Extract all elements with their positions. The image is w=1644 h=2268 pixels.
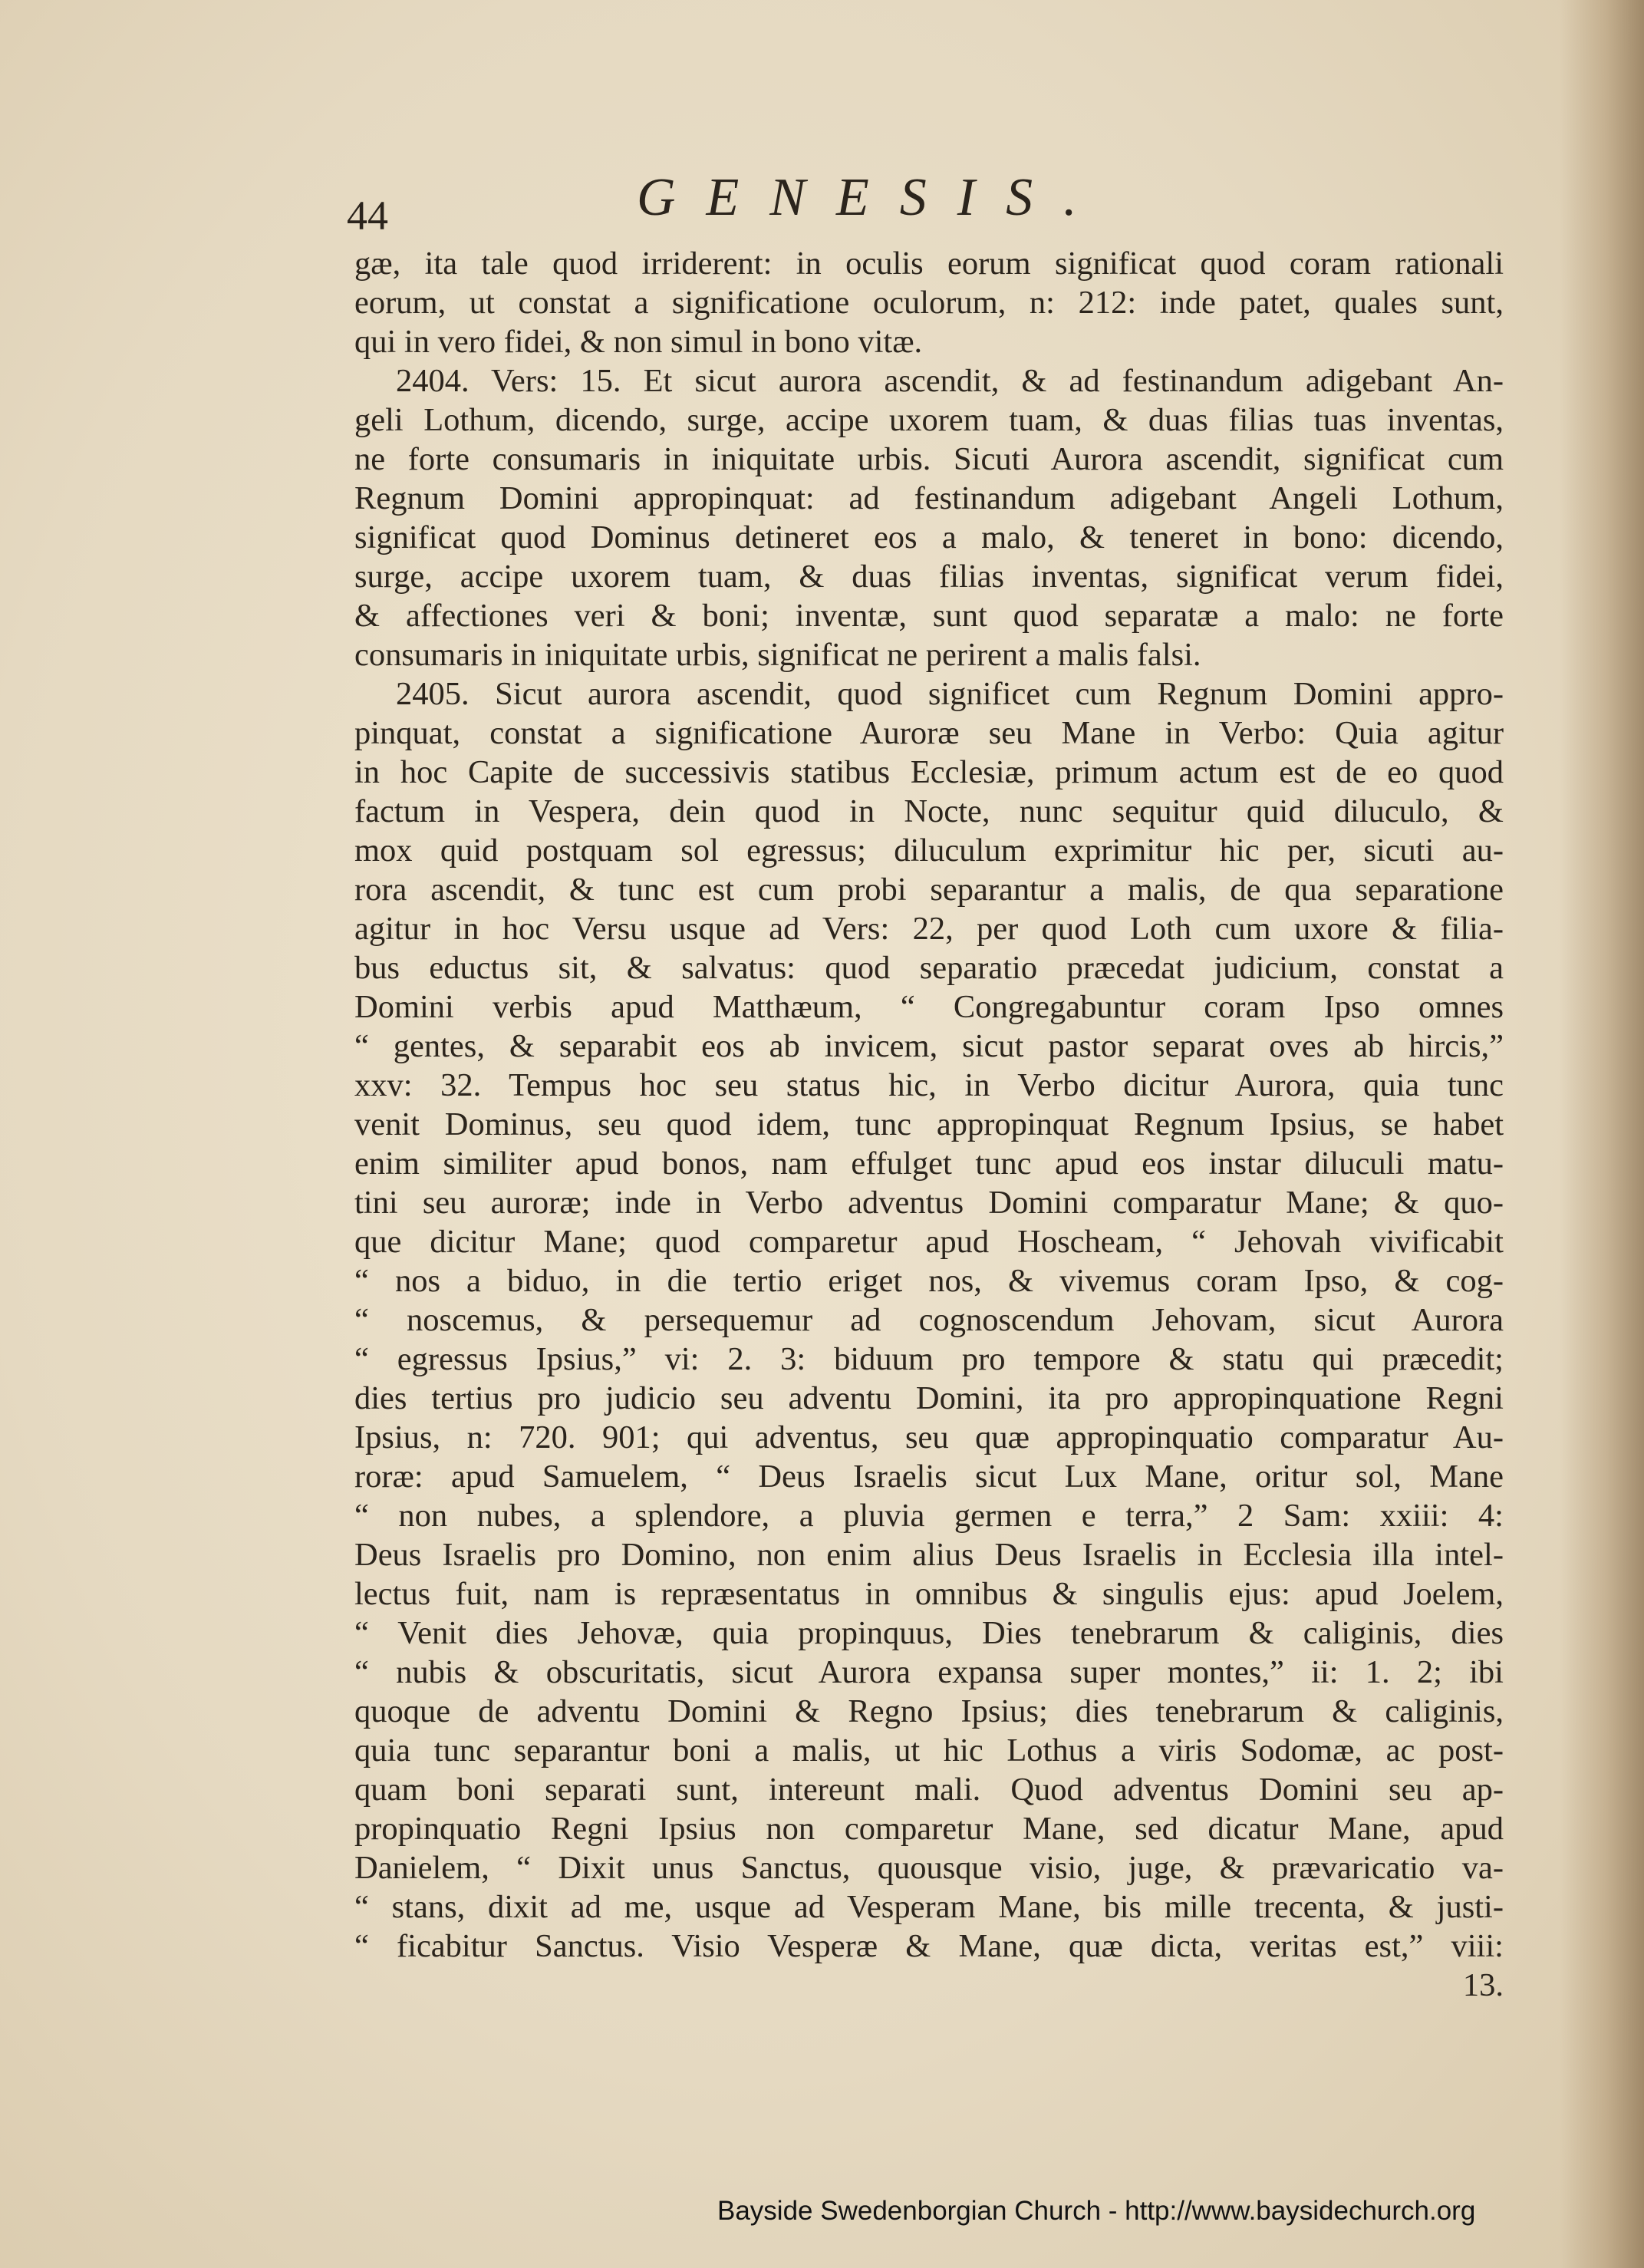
text-line: mox quid postquam sol egressus; diluculum exprimitur hic per, sicuti au- [354, 832, 1504, 869]
body-text [354, 244, 1504, 2005]
text-line: Regnum Domini appropinquat: ad festinandum adigebant Angeli Lothum, [354, 480, 1504, 516]
text-line: factum in Vespera, dein quod in Nocte, nunc sequitur quid diluculo, & [354, 793, 1504, 829]
text-line: Deus Israelis pro Domino, non enim alius Deus Israelis in Ecclesia illa intel- [354, 1537, 1504, 1573]
text-line: gæ, ita tale quod irriderent: in oculis eorum significat quod coram rationali [354, 246, 1504, 282]
text-line: “ noscemus, & persequemur ad cognoscendum Jehovam, sicut Aurora [354, 1302, 1504, 1338]
source-watermark: Bayside Swedenborgian Church - http://www.baysidechurch.org [717, 2196, 1476, 2226]
text-line: roræ: apud Samuelem, “ Deus Israelis sicut Lux Mane, oritur sol, Mane [354, 1459, 1504, 1495]
text-line: dies tertius pro judicio seu adventu Domini, ita pro appropinquatione Regni [354, 1380, 1504, 1416]
text-line: “ gentes, & separabit eos ab invicem, sicut pastor separat oves ab hircis,” [354, 1028, 1504, 1064]
text-line: “ stans, dixit ad me, usque ad Vesperam Mane, bis mille trecenta, & justi- [354, 1889, 1504, 1925]
text-line: & affectiones veri & boni; inventæ, sunt quod separatæ a malo: ne forte [354, 598, 1504, 634]
text-line: Ipsius, n: 720. 901; qui adventus, seu quæ appropinquatio comparatur Au- [354, 1419, 1504, 1455]
text-line: tini seu auroræ; inde in Verbo adventus Domini comparatur Mane; & quo- [354, 1185, 1504, 1221]
text-line: Danielem, “ Dixit unus Sanctus, quousque visio, juge, & prævaricatio va- [354, 1850, 1504, 1886]
text-line: “ Venit dies Jehovæ, quia propinquus, Dies tenebrarum & caliginis, dies [354, 1615, 1504, 1651]
page-number: 44 [347, 193, 388, 239]
text-line: agitur in hoc Versu usque ad Vers: 22, per quod Loth cum uxore & filia- [354, 911, 1504, 947]
text-line: ne forte consumaris in iniquitate urbis. Sicuti Aurora ascendit, significat cum [354, 441, 1504, 477]
binding-gutter-shadow [1560, 0, 1644, 2268]
text-line: “ nubis & obscuritatis, sicut Aurora expansa super montes,” ii: 1. 2; ibi [354, 1654, 1504, 1690]
text-line: in hoc Capite de successivis statibus Ecclesiæ, primum actum est de eo quod [354, 754, 1504, 790]
text-line: significat quod Dominus detineret eos a malo, & teneret in bono: dicendo, [354, 519, 1504, 555]
text-line: geli Lothum, dicendo, surge, accipe uxorem tuam, & duas filias tuas inventas, [354, 402, 1504, 438]
text-line: “ egressus Ipsius,” vi: 2. 3: biduum pro tempore & statu qui præcedit; [354, 1341, 1504, 1377]
text-line: consumaris in iniquitate urbis, significat ne perirent a malis falsi. [354, 637, 1201, 673]
text-line: eorum, ut constat a significatione oculorum, n: 212: inde patet, quales sunt, [354, 285, 1504, 321]
running-head: GENESIS. [637, 168, 1108, 227]
text-line: quam boni separati sunt, intereunt mali. Quod adventus Domini seu ap- [354, 1772, 1504, 1808]
text-line: venit Dominus, seu quod idem, tunc appropinquat Regnum Ipsius, se habet [354, 1106, 1504, 1142]
text-line: qui in vero fidei, & non simul in bono vitæ. [354, 324, 923, 360]
text-line: “ ficabitur Sanctus. Visio Vesperæ & Mane, quæ dicta, veritas est,” viii: [354, 1928, 1504, 1964]
text-line: pinquat, constat a significatione Auroræ seu Mane in Verbo: Quia agitur [354, 715, 1504, 751]
text-line: que dicitur Mane; quod comparetur apud Hoscheam, “ Jehovah vivificabit [354, 1224, 1504, 1260]
paragraph-start-2405: 2405. Sicut aurora ascendit, quod significet cum Regnum Domini appro- [396, 676, 1504, 712]
paragraph-start-2404: 2404. Vers: 15. Et sicut aurora ascendit, & ad festinandum adigebant An- [396, 363, 1504, 399]
text-line: Domini verbis apud Matthæum, “ Congregabuntur coram Ipso omnes [354, 989, 1504, 1025]
text-line: bus eductus sit, & salvatus: quod separatio præcedat judicium, constat a [354, 950, 1504, 986]
text-line: quoque de adventu Domini & Regno Ipsius; dies tenebrarum & caliginis, [354, 1693, 1504, 1729]
text-line: “ non nubes, a splendore, a pluvia germen e terra,” 2 Sam: xxiii: 4: [354, 1498, 1504, 1534]
text-line: “ nos a biduo, in die tertio eriget nos, & vivemus coram Ipso, & cog- [354, 1263, 1504, 1299]
text-line: lectus fuit, nam is repræsentatus in omnibus & singulis ejus: apud Joelem, [354, 1576, 1504, 1612]
text-line: propinquatio Regni Ipsius non comparetur Mane, sed dicatur Mane, apud [354, 1811, 1504, 1847]
text-line: rora ascendit, & tunc est cum probi separantur a malis, de qua separatione [354, 872, 1504, 908]
catchword: 13. [1462, 1967, 1504, 2003]
text-line: quia tunc separantur boni a malis, ut hic Lothus a viris Sodomæ, ac post- [354, 1732, 1504, 1769]
text-line: xxv: 32. Tempus hoc seu status hic, in Verbo dicitur Aurora, quia tunc [354, 1067, 1504, 1103]
text-line: surge, accipe uxorem tuam, & duas filias inventas, significat verum fidei, [354, 559, 1504, 595]
text-line: enim similiter apud bonos, nam effulget tunc apud eos instar diluculi matu- [354, 1146, 1504, 1182]
